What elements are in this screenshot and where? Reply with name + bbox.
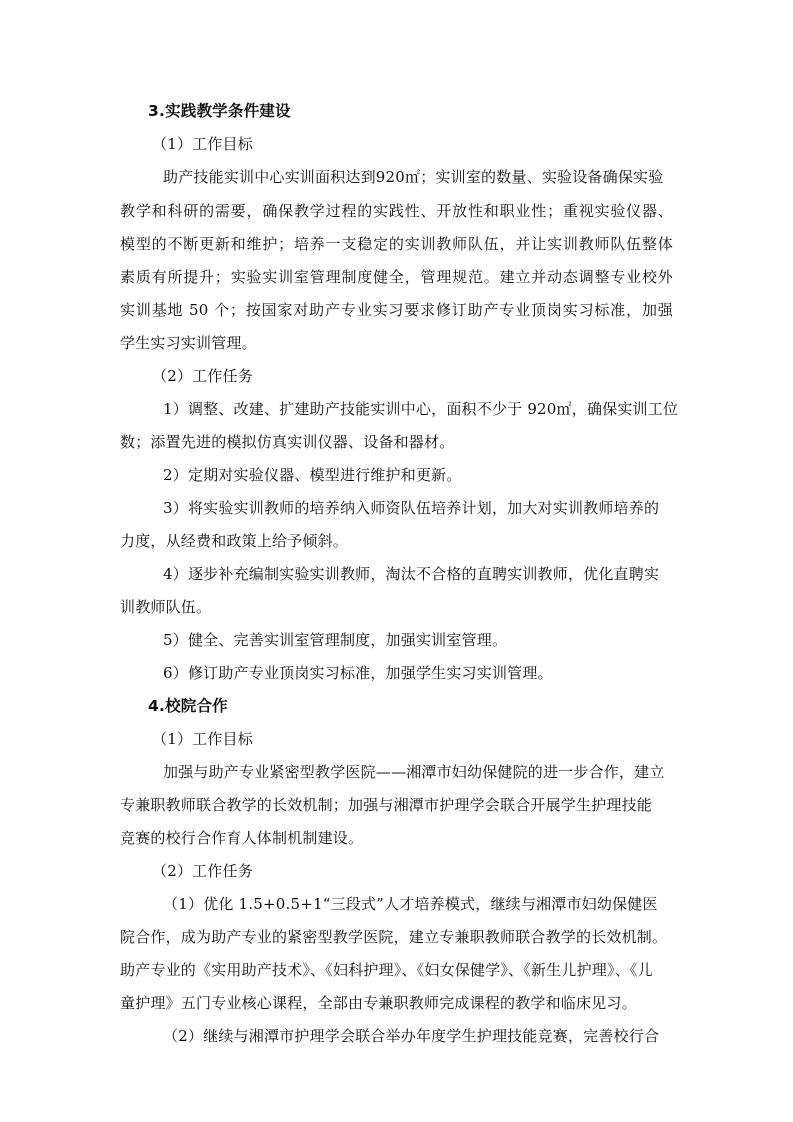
task-line: 助产专业的《实用助产技术》、《妇科护理》、《妇女保健学》、《新生儿护理》、《儿 xyxy=(120,961,653,979)
paragraph-line: 教学和科研的需要，确保教学过程的实践性、开放性和职业性；重视实验仪器、 xyxy=(120,202,673,220)
subsection-title: （1）工作目标 xyxy=(152,730,253,748)
task-line: 训教师队伍。 xyxy=(120,598,212,616)
paragraph-line: 专兼职教师联合教学的长效机制；加强与湘潭市护理学会联合开展学生护理技能 xyxy=(120,796,653,814)
subsection-title: （2）工作任务 xyxy=(152,862,253,880)
paragraph-line: 助产技能实训中心实训面积达到920㎡；实训室的数量、实验设备确保实验 xyxy=(163,168,664,186)
paragraph-line: 实训基地 50 个；按国家对助产专业实习要求修订助产专业顶岗实习标准，加强 xyxy=(120,301,673,319)
task-line: 2）定期对实验仪器、模型进行维护和更新。 xyxy=(163,466,462,484)
paragraph-line: 学生实习实训管理。 xyxy=(120,334,257,352)
task-line: 6）修订助产专业顶岗实习标准，加强学生实习实训管理。 xyxy=(163,664,553,682)
paragraph-line: 竞赛的校行合作育人体制机制建设。 xyxy=(120,829,364,847)
task-line: （1）优化 1.5+0.5+1“三段式”人才培养模式，继续与湘潭市妇幼保健医 xyxy=(163,895,658,913)
task-line: 4）逐步补充编制实验实训教师，淘汰不合格的直聘实训教师，优化直聘实 xyxy=(163,565,660,583)
task-line: 1）调整、改建、扩建助产技能实训中心，面积不少于 920㎡，确保实训工位 xyxy=(163,400,679,418)
section-heading: 4.校院合作 xyxy=(148,697,228,715)
task-line: 院合作，成为助产专业的紧密型教学医院，建立专兼职教师联合教学的长效机制。 xyxy=(120,928,668,946)
task-line: 数；添置先进的模拟仿真实训仪器、设备和器材。 xyxy=(120,433,455,451)
paragraph-line: 模型的不断更新和维护；培养一支稳定的实训教师队伍，并让实训教师队伍整体 xyxy=(120,235,673,253)
task-line: 童护理》五门专业核心课程，全部由专兼职教师完成课程的教学和临床见习。 xyxy=(120,994,637,1012)
subsection-title: （1）工作目标 xyxy=(152,135,253,153)
subsection-title: （2）工作任务 xyxy=(152,367,253,385)
paragraph-line: 加强与助产专业紧密型教学医院——湘潭市妇幼保健院的进一步合作，建立 xyxy=(163,763,665,781)
paragraph-line: 素质有所提升；实验实训室管理制度健全，管理规范。建立并动态调整专业校外 xyxy=(120,268,673,286)
task-line: （2）继续与湘潭市护理学会联合举办年度学生护理技能竞赛，完善校行合 xyxy=(163,1027,660,1045)
task-line: 5）健全、完善实训室管理制度，加强实训室管理。 xyxy=(163,631,508,649)
task-line: 力度，从经费和政策上给予倾斜。 xyxy=(120,532,349,550)
task-line: 3）将实验实训教师的培养纳入师资队伍培养计划，加大对实训教师培养的 xyxy=(163,499,660,517)
section-heading: 3.实践教学条件建设 xyxy=(148,102,291,120)
